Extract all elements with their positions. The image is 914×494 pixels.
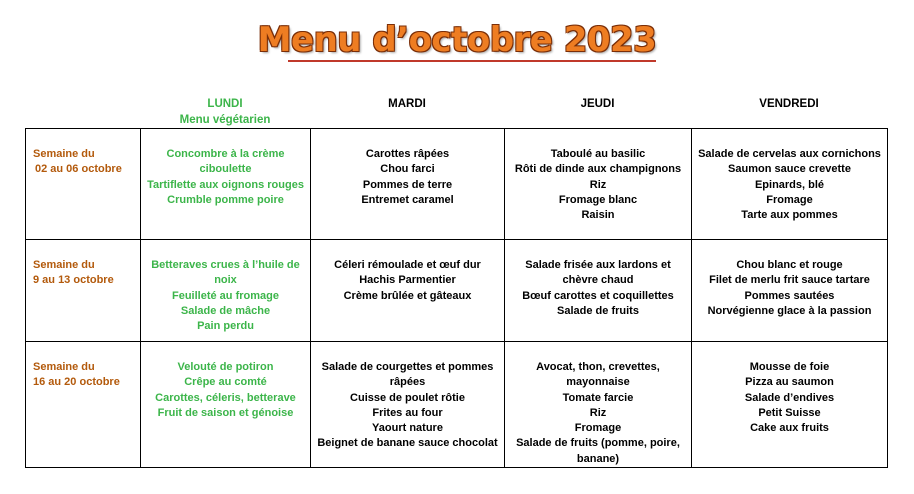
menu-item: Riz — [589, 178, 607, 191]
menu-item: Pommes sautées — [744, 289, 835, 302]
menu-item: Bœuf carottes et coquillettes — [522, 289, 674, 302]
menu-item: Petit Suisse — [758, 406, 821, 419]
menu-item: Cake aux fruits — [750, 422, 829, 435]
menu-cell-lundi — [141, 342, 311, 468]
menu-table — [25, 128, 888, 468]
menu-cell-vendredi — [692, 240, 888, 342]
menu-cell-jeudi — [505, 129, 692, 240]
menu-cell-vendredi — [692, 129, 888, 240]
menu-cell-lundi — [141, 240, 311, 342]
week-label: Semaine du — [33, 148, 95, 160]
week-label: 02 au 06 octobre — [35, 163, 122, 176]
menu-item: Filet de merlu frit sauce tartare — [709, 274, 870, 287]
week-label-cell — [26, 129, 141, 240]
title-underline — [288, 60, 656, 62]
menu-item: Tarte aux pommes — [741, 209, 838, 222]
menu-item: Tartiflette aux oignons rouges — [147, 178, 304, 191]
menu-item: Fromage — [574, 422, 622, 435]
menu-item: Concombre à la crème ciboulette — [166, 148, 285, 176]
header-lundi-label: LUNDI — [207, 98, 243, 110]
menu-item: Feuilleté au fromage — [172, 289, 279, 302]
menu-cell-mardi — [311, 240, 505, 342]
week-row — [26, 129, 888, 240]
menu-item: Fromage blanc — [558, 193, 638, 206]
menu-item: Salade de fruits (pomme, poire, banane) — [516, 437, 680, 465]
menu-cell-lundi — [141, 129, 311, 240]
menu-item: Salade d’endives — [744, 391, 835, 404]
menu-item: Crumble pomme poire — [167, 193, 284, 206]
menu-item: Hachis Parmentier — [359, 274, 456, 287]
menu-item: Céleri rémoulade et œuf dur — [334, 259, 481, 271]
header-vendredi: VENDREDI — [759, 98, 819, 110]
menu-item: Chou farci — [380, 163, 435, 176]
menu-item: Carottes, céleris, betterave — [155, 391, 296, 404]
menu-item: Salade frisée aux lardons et chèvre chaud — [525, 259, 671, 287]
menu-cell-jeudi — [505, 240, 692, 342]
header-mardi: MARDI — [388, 98, 426, 110]
menu-item: Pain perdu — [197, 320, 254, 333]
menu-item: Pizza au saumon — [745, 376, 834, 389]
menu-cell-vendredi — [692, 342, 888, 468]
header-lundi-subtitle: Menu végétarien — [179, 114, 271, 126]
header-jeudi: JEUDI — [580, 98, 615, 110]
menu-item: Raisin — [581, 209, 615, 222]
menu-item: Saumon sauce crevette — [728, 163, 851, 176]
menu-item: Tomate farcie — [562, 391, 634, 404]
menu-item: Rôti de dinde aux champignons — [514, 163, 682, 176]
week-label-cell — [26, 342, 141, 468]
menu-item: Velouté de potiron — [177, 361, 274, 373]
menu-item: Carottes râpées — [365, 148, 450, 160]
week-label: 16 au 20 octobre — [33, 376, 120, 389]
menu-item: Crêpe au comté — [184, 376, 267, 389]
week-row — [26, 342, 888, 468]
menu-item: Frites au four — [372, 406, 443, 419]
menu-item: Salade de fruits — [557, 304, 639, 317]
week-label: Semaine du — [33, 259, 95, 271]
menu-cell-jeudi — [505, 342, 692, 468]
menu-item: Salade de courgettes et pommes râpées — [321, 361, 494, 389]
menu-item: Pommes de terre — [362, 178, 453, 191]
menu-item: Salade de cervelas aux cornichons — [698, 148, 881, 160]
menu-item: Salade de mâche — [180, 304, 271, 317]
menu-item: Epinards, blé — [754, 178, 825, 191]
menu-item: Avocat, thon, crevettes, mayonnaise — [536, 361, 660, 389]
page-title: Menu d’octobre 2023 — [257, 20, 657, 60]
week-label: 9 au 13 octobre — [33, 274, 114, 287]
menu-item: Fromage — [766, 193, 813, 206]
header-lundi — [140, 96, 310, 128]
menu-item: Taboulé au basilic — [550, 148, 646, 160]
menu-item: Crème brûlée et gâteaux — [343, 289, 472, 302]
week-label-cell — [26, 240, 141, 342]
menu-cell-mardi — [311, 342, 505, 468]
menu-item: Fruit de saison et génoise — [157, 406, 294, 419]
menu-item: Chou blanc et rouge — [736, 259, 843, 271]
week-label: Semaine du — [33, 361, 95, 373]
menu-item: Yaourt nature — [372, 422, 443, 435]
week-row — [26, 240, 888, 342]
menu-item: Betteraves crues à l’huile de noix — [151, 259, 300, 287]
menu-item: Riz — [589, 406, 607, 419]
menu-item: Beignet de banane sauce chocolat — [317, 437, 498, 450]
menu-item: Cuisse de poulet rôtie — [350, 391, 465, 404]
menu-item: Mousse de foie — [749, 361, 830, 373]
menu-item: Entremet caramel — [361, 193, 454, 206]
menu-cell-mardi — [311, 129, 505, 240]
menu-item: Norvégienne glace à la passion — [707, 304, 872, 317]
